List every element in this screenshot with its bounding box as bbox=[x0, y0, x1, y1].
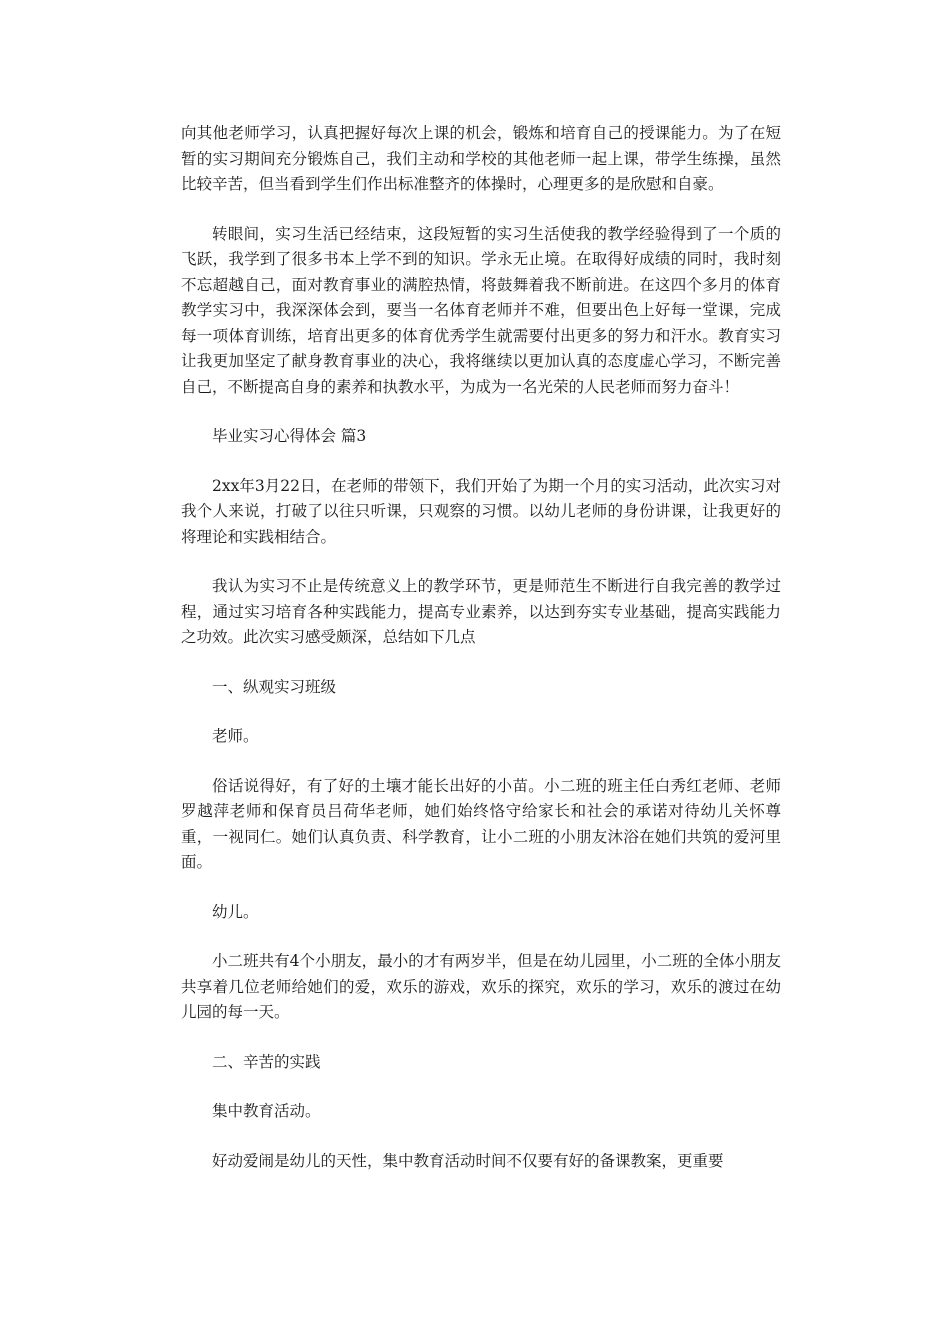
subheading-children: 幼儿。 bbox=[212, 902, 259, 921]
paragraph-1: 向其他老师学习，认真把握好每次上课的机会，锻炼和培育自己的授课能力。为了在短暂的实习期间充分锻炼自己，我们主动和学校的其他老师一起上课，带学生练操，虽然比较辛苦，但当看到学生们作出标准整齐的体操时，心理更多的是欣慰和自豪。 bbox=[181, 124, 781, 193]
subheading-class-overview: 一、纵观实习班级 bbox=[212, 677, 337, 696]
paragraph-group-activity: 好动爱闹是幼儿的天性，集中教育活动时间不仅要有好的备课教案，更重要 bbox=[212, 1151, 724, 1170]
subheading-practice: 二、辛苦的实践 bbox=[212, 1052, 321, 1071]
section-heading-3: 毕业实习心得体会 篇3 bbox=[212, 427, 367, 445]
paragraph-children: 小二班共有4个小朋友，最小的才有两岁半，但是在幼儿园里，小二班的全体小朋友共享着几位老师给她们的爱，欢乐的游戏，欢乐的探究，欢乐的学习，欢乐的渡过在幼儿园的每一天。 bbox=[181, 952, 781, 1021]
document-page bbox=[181, 121, 781, 1198]
paragraph-4: 2xx年3月22日，在老师的带领下，我们开始了为期一个月的实习活动，此次实习对我个人来说，打破了以往只听课，只观察的习惯。以幼儿老师的身份讲课，让我更好的将理论和实践相结合。 bbox=[181, 476, 781, 546]
subheading-teachers: 老师。 bbox=[212, 727, 259, 745]
subheading-group-activity: 集中教育活动。 bbox=[212, 1102, 321, 1120]
paragraph-2: 转眼间，实习生活已经结束，这段短暂的实习生活使我的教学经验得到了一个质的飞跃，我学到了很多书本上学不到的知识。学永无止境。在取得好成绩的同时，我时刻不忘超越自己，面对教育事业的满腔热情，将鼓舞着我不断前进。在这四个多月的体育教学实习中，我深深体会到，要当一名体育老师并不难，但要出色上好每一堂课，完成每一项体育训练，培育出更多的体育优秀学生就需要付出更多的努力和汗水。教育实习让我更加坚定了献身教育事业的决心，我将继续以更加认真的态度虚心学习，不断完善自己，不断提高自身的素养和执教水平，为成为一名光荣的人民老师而努力奋斗！ bbox=[181, 224, 781, 396]
paragraph-5: 我认为实习不止是传统意义上的教学环节，更是师范生不断进行自我完善的教学过程，通过实习培育各种实践能力，提高专业素养，以达到夯实专业基础，提高实践能力之功效。此次实习感受颇深，总结如下几点 bbox=[181, 577, 781, 646]
paragraph-teachers: 俗话说得好，有了好的土壤才能长出好的小苗。小二班的班主任白秀红老师、老师罗越萍老师和保育员吕荷华老师，她们始终恪守给家长和社会的承诺对待幼儿关怀尊重，一视同仁。她们认真负责、科学教育，让小二班的小朋友沐浴在她们共筑的爱河里面。 bbox=[181, 776, 781, 871]
